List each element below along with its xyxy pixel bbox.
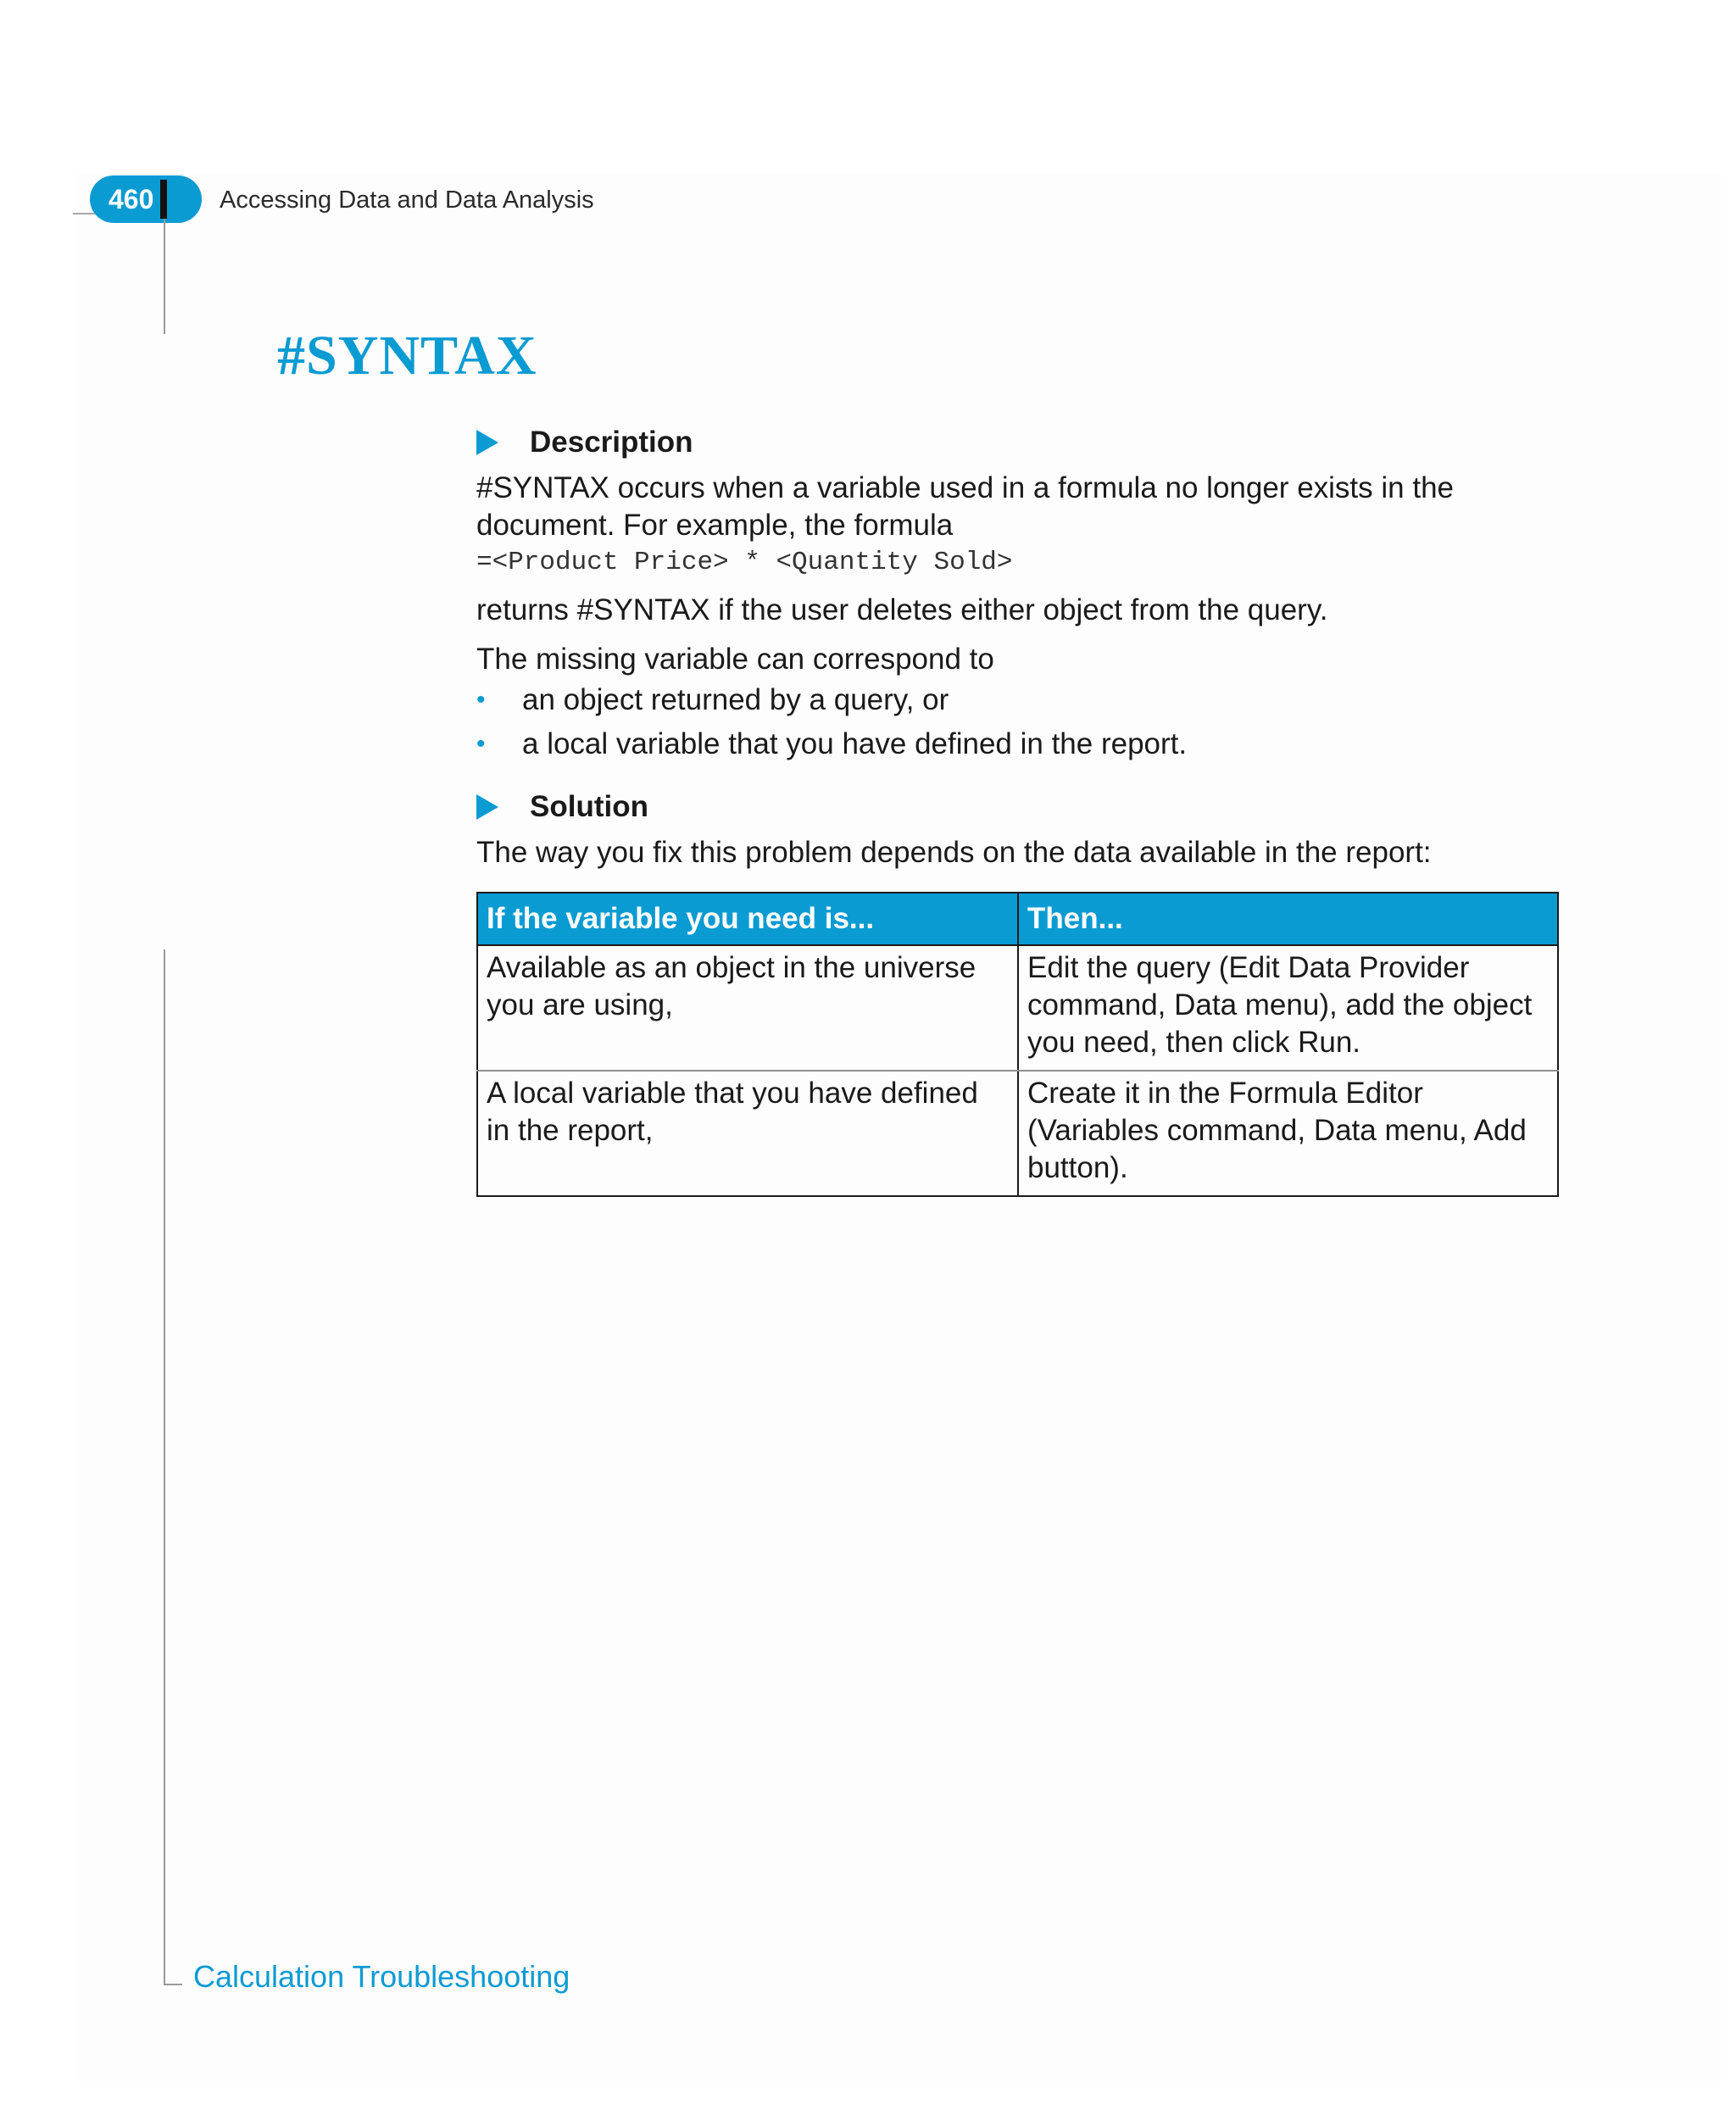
- footer-section-title: Calculation Troubleshooting: [193, 1959, 570, 1994]
- solution-heading: [476, 785, 1561, 829]
- table-cell-action: [1018, 945, 1558, 1071]
- description-para3: The missing variable can correspond to: [476, 643, 994, 676]
- chapter-title: Accessing Data and Data Analysis: [220, 186, 594, 214]
- cell-line: button).: [1027, 1151, 1128, 1184]
- content-area: [476, 420, 1561, 1197]
- margin-rule-top: [164, 219, 165, 334]
- margin-rule-bottom: [164, 949, 165, 1985]
- solution-label: Solution: [530, 790, 648, 823]
- bullet-list: [476, 678, 1561, 766]
- table-header-condition: If the variable you need is...: [477, 893, 1018, 945]
- cell-line: in the report,: [487, 1114, 654, 1147]
- table-cell-condition: [477, 1071, 1018, 1196]
- cell-line: (Variables command, Data menu, Add: [1027, 1114, 1527, 1147]
- formula-code: =<Product Price> * <Quantity Sold>: [476, 548, 1013, 577]
- cell-line: Available as an object in the universe: [487, 951, 976, 984]
- bullet-text: an object returned by a query, or: [522, 683, 949, 716]
- solution-intro: The way you fix this problem depends on the data available in the report:: [476, 836, 1432, 869]
- cell-line: Create it in the Formula Editor: [1027, 1077, 1423, 1110]
- table-header-row: [477, 893, 1558, 945]
- cell-line: you are using,: [487, 988, 673, 1021]
- table-cell-condition: [477, 945, 1018, 1071]
- page-number: 460: [108, 184, 154, 214]
- description-para2: returns #SYNTAX if the user deletes either object from the query.: [476, 593, 1328, 626]
- cell-line: Edit the query (Edit Data Provider: [1027, 951, 1470, 984]
- table-row: [477, 1071, 1558, 1196]
- page-badge-bar: [160, 180, 167, 219]
- bullet-text: a local variable that you have defined in the report.: [522, 727, 1188, 760]
- table-row: [477, 945, 1558, 1071]
- bullet-dot-icon: •: [476, 730, 486, 758]
- solution-table: [476, 892, 1559, 1197]
- bullet-dot-icon: •: [476, 686, 486, 714]
- triangle-bullet-icon: [476, 430, 498, 455]
- section-title: #SYNTAX: [277, 325, 537, 387]
- description-heading: [476, 420, 1561, 465]
- footer-rule: [164, 1984, 182, 1985]
- triangle-bullet-icon: [476, 794, 498, 820]
- table-header-action: Then...: [1018, 893, 1558, 945]
- description-para1-line2: document. For example, the formula: [476, 509, 954, 542]
- table-cell-action: [1018, 1071, 1558, 1196]
- list-item: [476, 678, 1561, 722]
- cell-line: you need, then click Run.: [1027, 1026, 1361, 1059]
- cell-line: A local variable that you have defined: [487, 1077, 978, 1110]
- description-label: Description: [530, 426, 693, 459]
- description-para1-line1: #SYNTAX occurs when a variable used in a formula no longer exists in the: [476, 471, 1455, 504]
- list-item: [476, 722, 1561, 766]
- cell-line: command, Data menu), add the object: [1027, 988, 1533, 1021]
